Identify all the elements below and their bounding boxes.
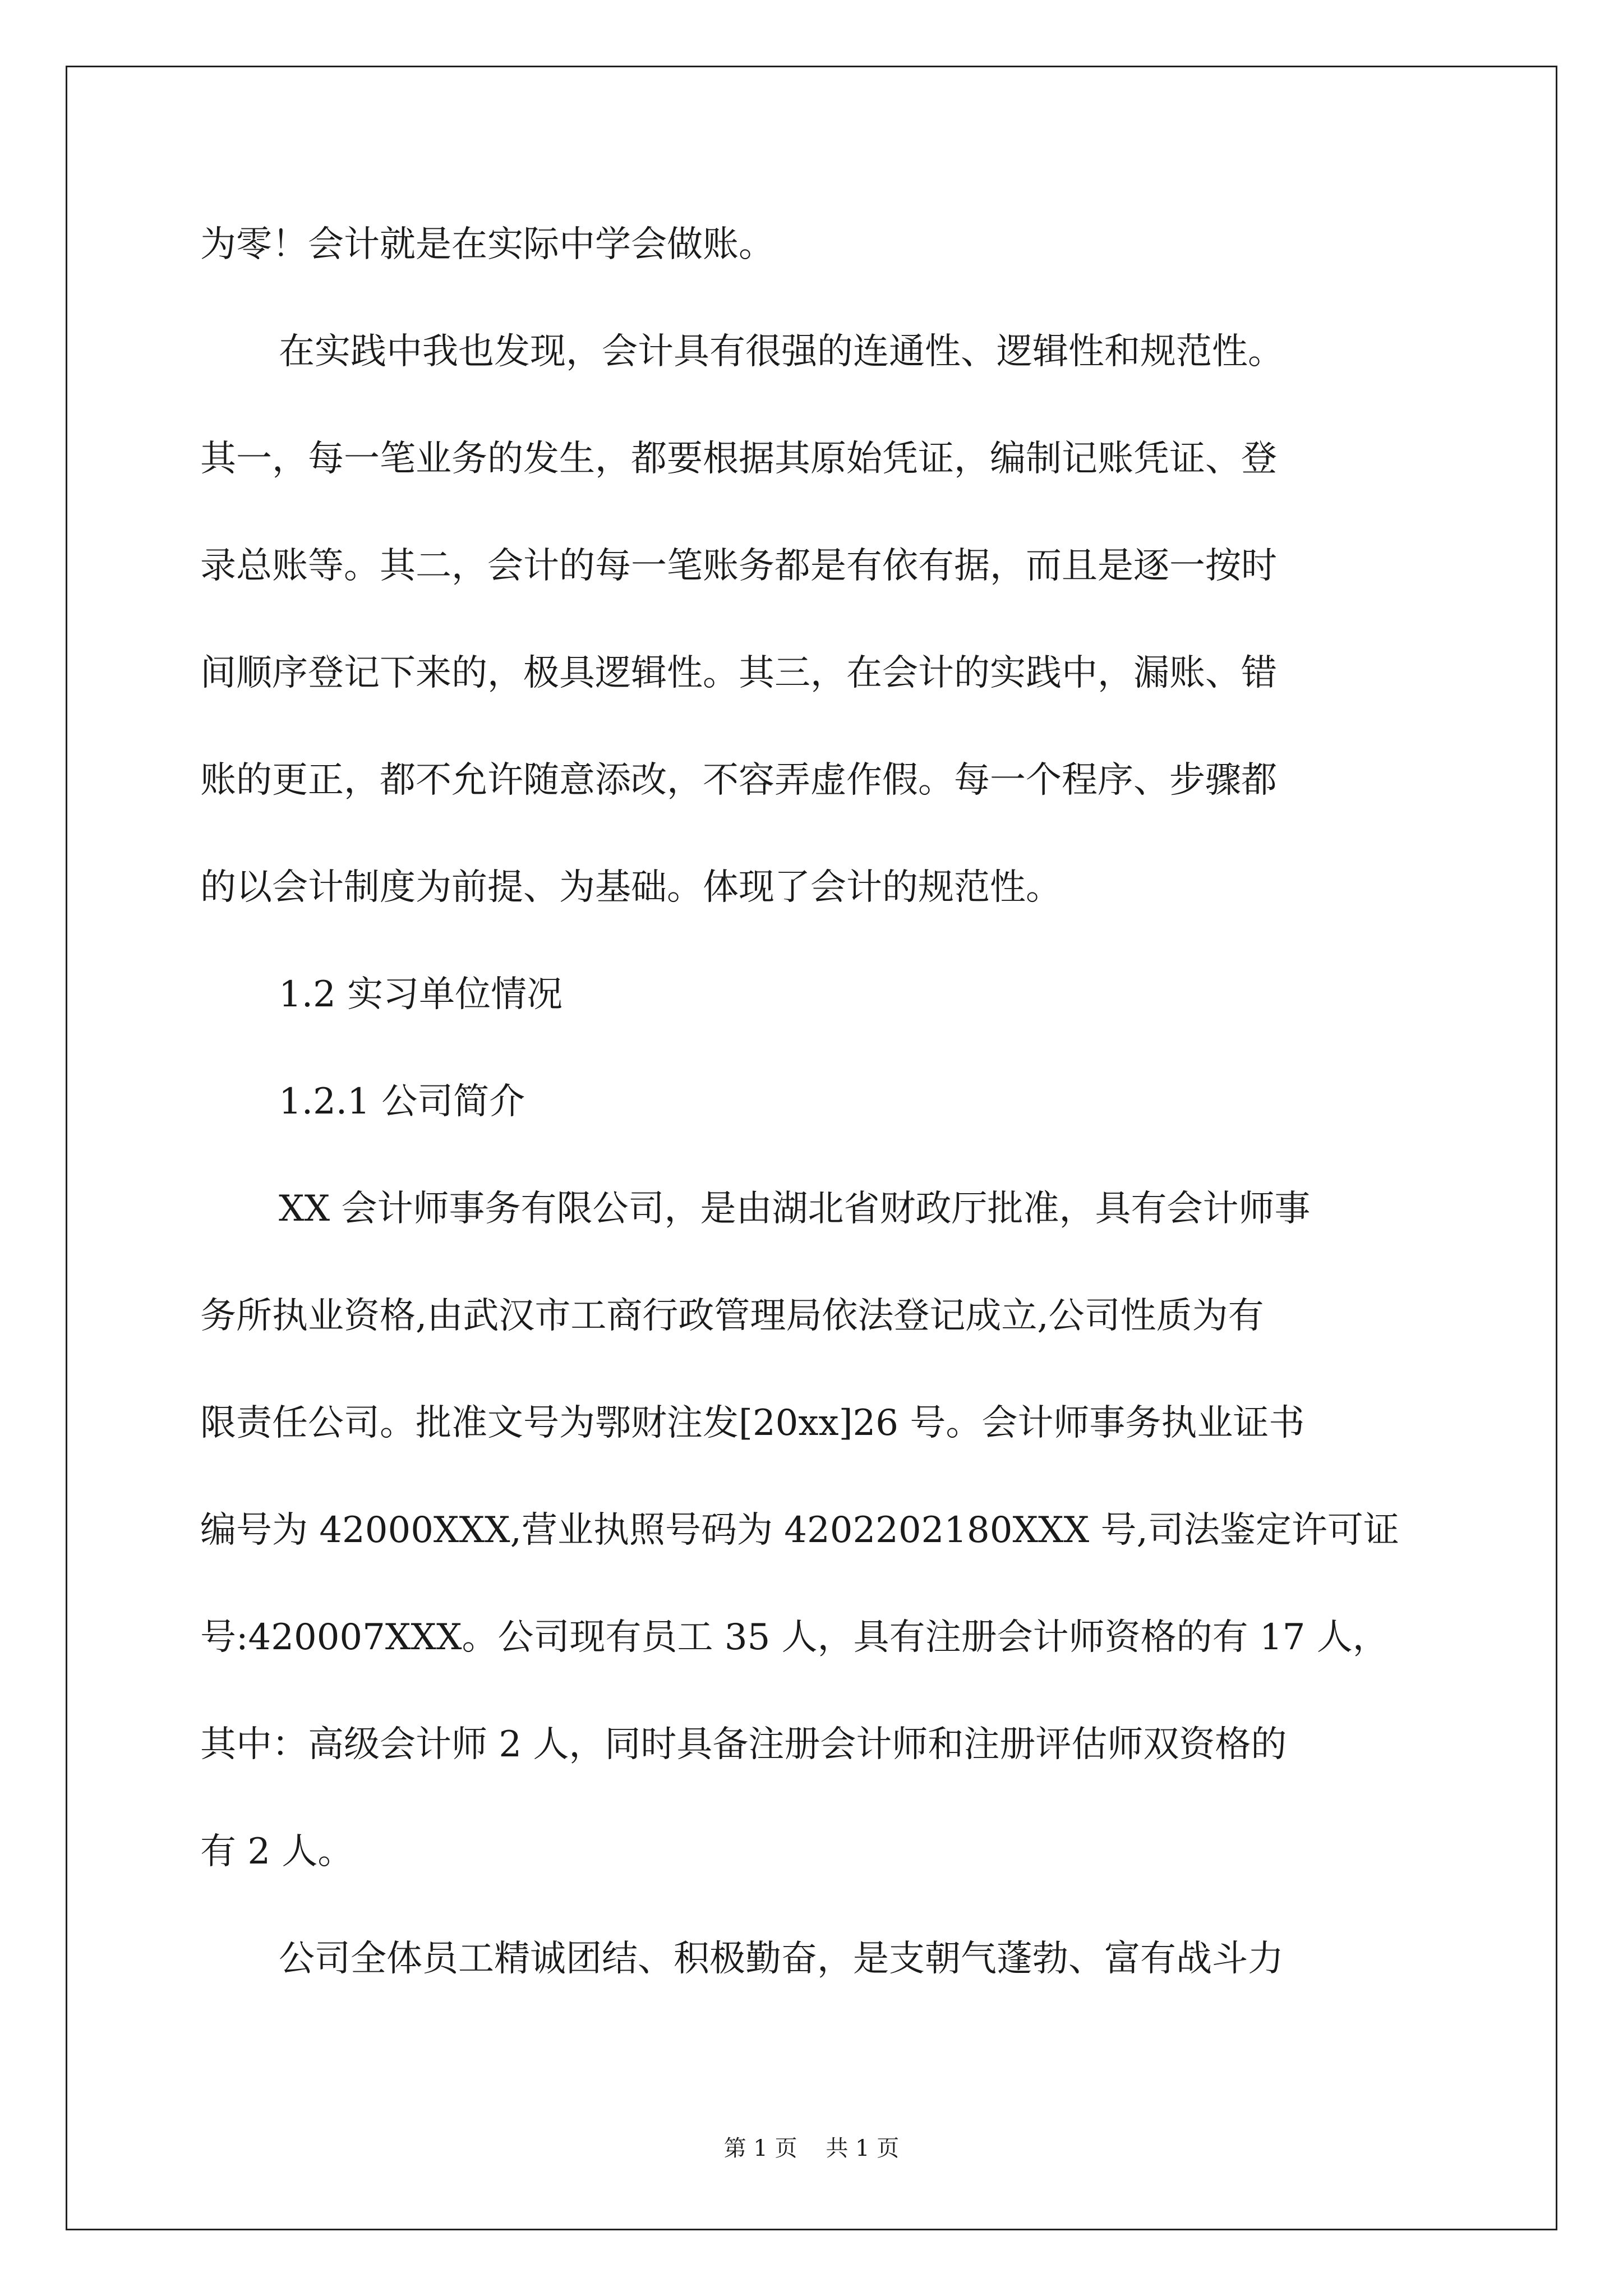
text-line: 限责任公司。批准文号为鄂财注发[20xx]26 号。会计师事务执业证书 xyxy=(200,1402,1305,1444)
paragraph-start-line: XX 会计师事务有限公司，是由湖北省财政厅批准，具有会计师事 xyxy=(279,1188,1311,1230)
text-line: 间顺序登记下来的，极具逻辑性。其三，在会计的实践中，漏账、错 xyxy=(200,652,1277,694)
text-line: 编号为 42000XXX,营业执照号码为 4202202180XXX 号,司法鉴定许可证 xyxy=(200,1510,1399,1551)
section-heading: 1.2 实习单位情况 xyxy=(279,974,563,1015)
text-line: 号:420007XXX。公司现有员工 35 人，具有注册会计师资格的有 17 人， xyxy=(200,1617,1389,1658)
text-line: 为零！会计就是在实际中学会做账。 xyxy=(200,224,774,265)
text-line: 有 2 人。 xyxy=(200,1831,354,1872)
text-line: 其中：高级会计师 2 人，同时具备注册会计师和注册评估师双资格的 xyxy=(200,1724,1287,1765)
text-line: 账的更正，都不允许随意添改，不容弄虚作假。每一个程序、步骤都 xyxy=(200,760,1277,801)
text-line: 录总账等。其二，会计的每一笔账务都是有依有据，而且是逐一按时 xyxy=(200,545,1277,587)
paragraph-start-line: 公司全体员工精诚团结、积极勤奋，是支朝气蓬勃、富有战斗力 xyxy=(279,1938,1284,1980)
paragraph-start-line: 在实践中我也发现，会计具有很强的连通性、逻辑性和规范性。 xyxy=(279,331,1284,372)
subsection-heading: 1.2.1 公司简介 xyxy=(279,1081,525,1122)
document-body xyxy=(200,211,1434,2032)
page-number-footer: 第 1 页 共 1 页 xyxy=(723,2136,900,2161)
text-line: 务所执业资格,由武汉市工商行政管理局依法登记成立,公司性质为有 xyxy=(200,1295,1264,1337)
text-line: 的以会计制度为前提、为基础。体现了会计的规范性。 xyxy=(200,867,1062,908)
text-line: 其一，每一笔业务的发生，都要根据其原始凭证，编制记账凭证、登 xyxy=(200,438,1277,480)
